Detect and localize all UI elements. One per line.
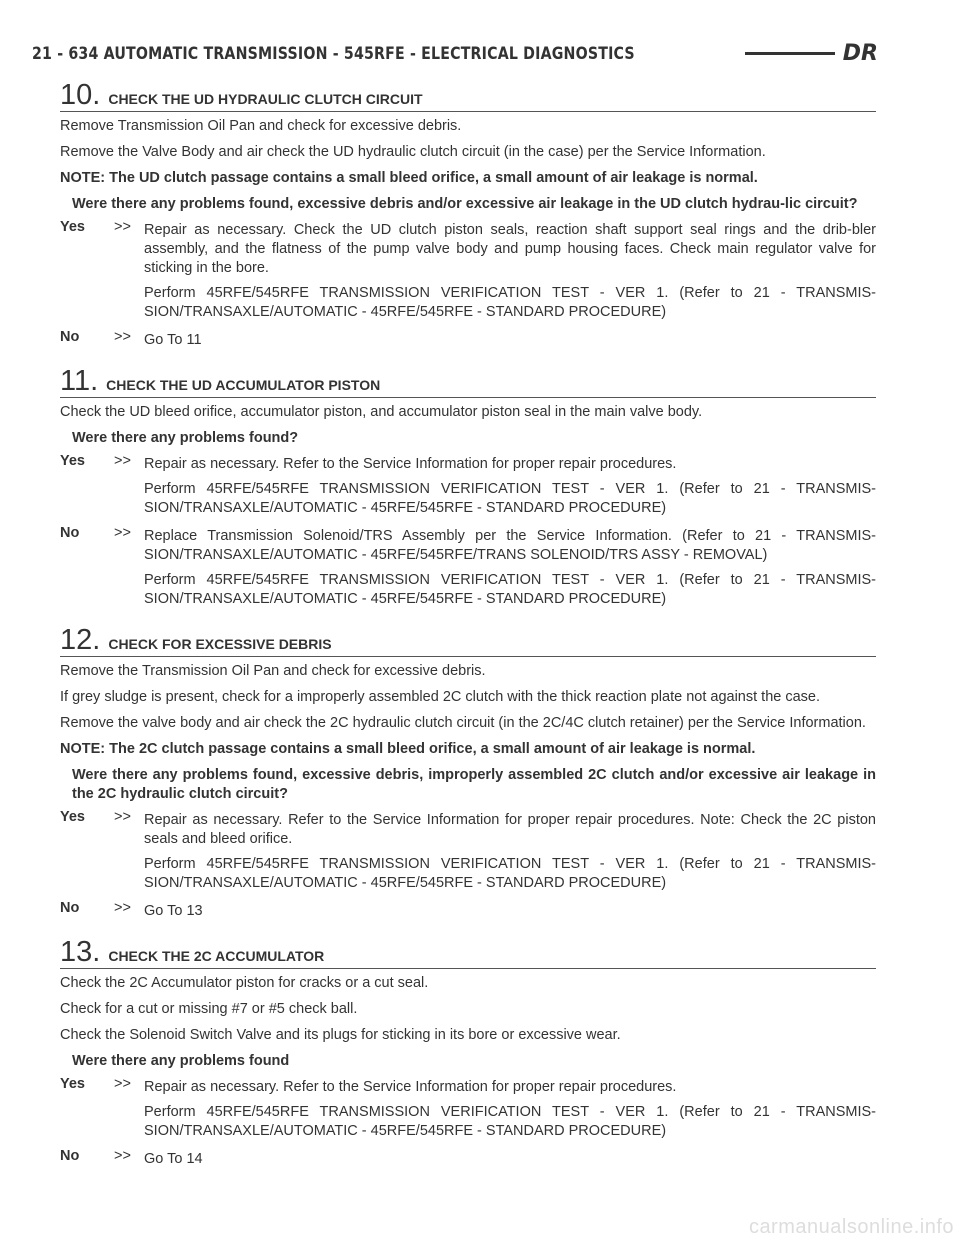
- answer-no: [60, 1150, 876, 1173]
- step-heading: [60, 80, 876, 112]
- answer-label: Yes: [60, 1076, 85, 1092]
- answer-line: Perform 45RFE/545RFE TRANSMISSION VERIFICATION TEST - VER 1. (Refer to 21 - TRANSMIS-SION/TRANSAXLE/AUTOMATIC - 45RFE/545RFE - STANDARD PROCEDURE): [144, 1104, 876, 1139]
- answer-no: [60, 527, 876, 613]
- answer-arrow: >>: [114, 453, 131, 469]
- instruction-text: Check the Solenoid Switch Valve and its plugs for sticking in its bore or excessive wear.: [60, 1027, 621, 1043]
- answer-body: [144, 331, 876, 354]
- step-section: [60, 80, 876, 354]
- instruction-text: Remove the valve body and air check the 2C hydraulic clutch circuit (in the 2C/4C clutch retainer) per the Service Information.: [60, 715, 866, 731]
- answer-arrow: >>: [114, 525, 131, 541]
- answer-body: [144, 455, 876, 522]
- step-section: [60, 937, 876, 1173]
- answer-no: [60, 331, 876, 354]
- instruction-text: Check the UD bleed orifice, accumulator piston, and accumulator piston seal in the main valve body.: [60, 404, 703, 420]
- answer-no: [60, 902, 876, 925]
- answer-line: Perform 45RFE/545RFE TRANSMISSION VERIFICATION TEST - VER 1. (Refer to 21 - TRANSMIS-SION/TRANSAXLE/AUTOMATIC - 45RFE/545RFE - STANDARD PROCEDURE): [144, 856, 876, 891]
- step-number: 12.: [60, 624, 101, 656]
- step-title: CHECK THE 2C ACCUMULATOR: [108, 948, 325, 964]
- page-content: [60, 80, 876, 1185]
- answer-yes: [60, 455, 876, 522]
- watermark: carmanualsonline.info: [748, 1216, 954, 1238]
- answer-yes: [60, 1078, 876, 1145]
- answer-label: Yes: [60, 219, 85, 235]
- step-number: 13.: [60, 936, 101, 968]
- answer-line: Go To 14: [144, 1151, 203, 1167]
- answer-line: Replace Transmission Solenoid/TRS Assembly per the Service Information. (Refer to 21 - TRANSMIS-SION/TRANSAXLE/AUTOMATIC - 45RFE/545RFE/TRANS SOLENOID/TRS ASSY - REMOVAL): [144, 528, 876, 563]
- step-title: CHECK THE UD HYDRAULIC CLUTCH CIRCUIT: [108, 91, 423, 107]
- answer-label: No: [60, 1148, 80, 1164]
- answer-arrow: >>: [114, 1148, 131, 1164]
- answer-line: Perform 45RFE/545RFE TRANSMISSION VERIFICATION TEST - VER 1. (Refer to 21 - TRANSMIS-SION/TRANSAXLE/AUTOMATIC - 45RFE/545RFE - STANDARD PROCEDURE): [144, 481, 876, 516]
- answer-arrow: >>: [114, 809, 131, 825]
- answer-body: [144, 811, 876, 897]
- question-text: Were there any problems found, excessive debris, improperly assembled 2C clutch and/or excessive air leakage in the 2C hydraulic clutch circuit?: [72, 767, 876, 802]
- step-heading: [60, 937, 876, 969]
- step-number: 11.: [60, 365, 99, 397]
- answer-line: Repair as necessary. Refer to the Service Information for proper repair procedures. Note: Check the 2C piston seals and bleed orifice.: [144, 812, 876, 847]
- answer-line: Go To 11: [144, 332, 202, 348]
- page-title: 21 - 634 AUTOMATIC TRANSMISSION - 545RFE - ELECTRICAL DIAGNOSTICS: [32, 43, 635, 63]
- answer-label: No: [60, 329, 80, 345]
- instruction-text: If grey sludge is present, check for a improperly assembled 2C clutch with the thick reaction plate not against the case.: [60, 689, 821, 705]
- step-title: CHECK FOR EXCESSIVE DEBRIS: [108, 636, 332, 652]
- answer-body: [144, 527, 876, 613]
- answer-label: No: [60, 900, 80, 916]
- question-text: Were there any problems found?: [72, 430, 299, 446]
- step-section: [60, 625, 876, 925]
- step-title: CHECK THE UD ACCUMULATOR PISTON: [106, 377, 381, 393]
- answer-body: [144, 1150, 876, 1173]
- instruction-text: Remove the Transmission Oil Pan and check for excessive debris.: [60, 663, 486, 679]
- answer-yes: [60, 811, 876, 897]
- answer-body: [144, 221, 876, 326]
- answer-label: No: [60, 525, 80, 541]
- answer-line: Perform 45RFE/545RFE TRANSMISSION VERIFICATION TEST - VER 1. (Refer to 21 - TRANSMIS-SION/TRANSAXLE/AUTOMATIC - 45RFE/545RFE - STANDARD PROCEDURE): [144, 572, 876, 607]
- answer-arrow: >>: [114, 329, 131, 345]
- answer-line: Perform 45RFE/545RFE TRANSMISSION VERIFICATION TEST - VER 1. (Refer to 21 - TRANSMIS-SION/TRANSAXLE/AUTOMATIC - 45RFE/545RFE - STANDARD PROCEDURE): [144, 285, 876, 320]
- question-text: Were there any problems found: [72, 1053, 290, 1069]
- instruction-text: Remove the Valve Body and air check the UD hydraulic clutch circuit (in the case) per the Service Information.: [60, 144, 766, 160]
- answer-line: Repair as necessary. Check the UD clutch piston seals, reaction shaft support seal rings and the drib-bler assembly, and the flatness of the pump valve body and pump housing faces. Check main regulator valve for sticking in the bore.: [144, 222, 876, 276]
- answer-line: Repair as necessary. Refer to the Service Information for proper repair procedures.: [144, 1079, 677, 1095]
- answer-line: Repair as necessary. Refer to the Service Information for proper repair procedures.: [144, 456, 677, 472]
- step-number: 10.: [60, 79, 101, 111]
- note-text: NOTE: The 2C clutch passage contains a small bleed orifice, a small amount of air leakage is normal.: [60, 741, 756, 757]
- header-rule: [745, 52, 835, 55]
- note-text: NOTE: The UD clutch passage contains a small bleed orifice, a small amount of air leakage is normal.: [60, 170, 758, 186]
- question-text: Were there any problems found, excessive debris and/or excessive air leakage in the UD clutch hydrau-lic circuit?: [72, 196, 858, 212]
- dr-logo: DR: [842, 40, 878, 66]
- instruction-text: Check the 2C Accumulator piston for cracks or a cut seal.: [60, 975, 429, 991]
- answer-yes: [60, 221, 876, 326]
- instruction-text: Check for a cut or missing #7 or #5 check ball.: [60, 1001, 358, 1017]
- answer-body: [144, 1078, 876, 1145]
- answer-line: Go To 13: [144, 903, 203, 919]
- step-section: [60, 366, 876, 613]
- answer-arrow: >>: [114, 219, 131, 235]
- answer-arrow: >>: [114, 1076, 131, 1092]
- answer-arrow: >>: [114, 900, 131, 916]
- answer-label: Yes: [60, 453, 85, 469]
- instruction-text: Remove Transmission Oil Pan and check for excessive debris.: [60, 118, 462, 134]
- answer-body: [144, 902, 876, 925]
- page-header: [32, 36, 878, 70]
- answer-label: Yes: [60, 809, 85, 825]
- step-heading: [60, 366, 876, 398]
- step-heading: [60, 625, 876, 657]
